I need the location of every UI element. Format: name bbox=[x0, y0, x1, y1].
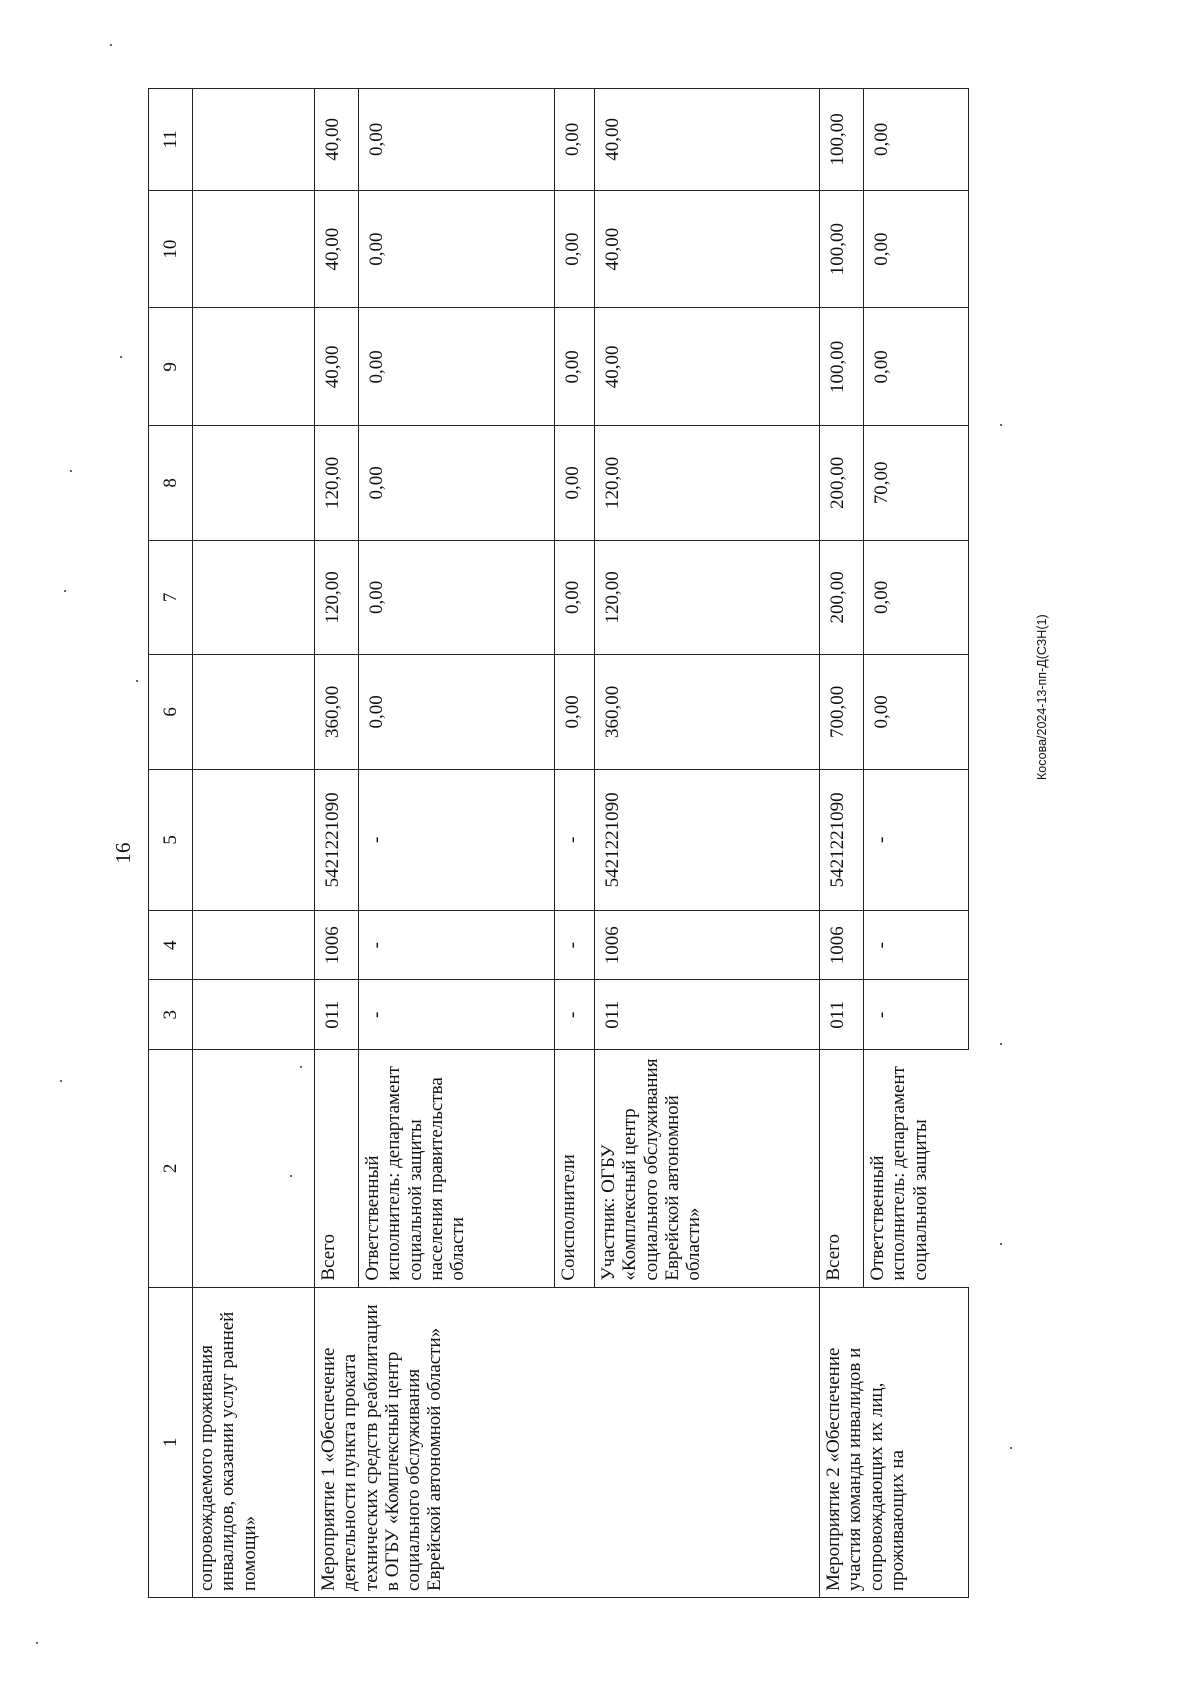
scan-speck bbox=[1000, 424, 1002, 426]
row-label: Всего bbox=[820, 1050, 864, 1288]
cell-c3: 011 bbox=[820, 980, 864, 1050]
cell-c11: 40,00 bbox=[595, 89, 820, 191]
cell-c10: 0,00 bbox=[555, 190, 595, 308]
cell-c7: 0,00 bbox=[359, 540, 555, 655]
scan-speck bbox=[70, 470, 72, 472]
row-cont-col1: сопровождаемого проживания инвалидов, оказании услуг ранней помощи» bbox=[193, 1287, 315, 1597]
cell-c5: 5421221090 bbox=[595, 769, 820, 910]
table-row bbox=[820, 89, 864, 1598]
header-cell: 7 bbox=[149, 540, 193, 655]
cell-c6: 700,00 bbox=[820, 655, 864, 770]
cell-c11: 0,00 bbox=[555, 89, 595, 191]
cell-c3: - bbox=[555, 980, 595, 1050]
cell-c3: 011 bbox=[595, 980, 820, 1050]
cell-c4: 1006 bbox=[315, 910, 359, 980]
cell-c6: 0,00 bbox=[359, 655, 555, 770]
row-label: Участник: ОГБУ «Комплексный центр социального обслуживания Еврейской автономной области» bbox=[595, 1050, 820, 1288]
header-cell: 11 bbox=[149, 89, 193, 191]
cell-c3: - bbox=[864, 980, 969, 1050]
cell-c9: 0,00 bbox=[864, 308, 969, 426]
header-cell: 5 bbox=[149, 769, 193, 910]
scan-speck bbox=[120, 356, 122, 358]
cell-c4: - bbox=[359, 910, 555, 980]
side-document-code-container bbox=[1030, 500, 1054, 780]
header-cell: 3 bbox=[149, 980, 193, 1050]
cell-c8: 0,00 bbox=[555, 426, 595, 541]
cell-c6: 0,00 bbox=[864, 655, 969, 770]
cell-c11: 0,00 bbox=[864, 89, 969, 191]
header-cell: 4 bbox=[149, 910, 193, 980]
cell-c5: - bbox=[864, 769, 969, 910]
scan-speck bbox=[1000, 1243, 1002, 1245]
scan-speck bbox=[136, 680, 138, 682]
document-code: Косова/2024-13-пп-Д(СЗН(1) bbox=[1035, 614, 1049, 780]
scan-speck bbox=[64, 590, 66, 592]
header-cell: 10 bbox=[149, 190, 193, 308]
cell-c5: - bbox=[359, 769, 555, 910]
table-row-continuation bbox=[193, 89, 315, 1598]
row-label: Ответственный исполнитель: департамент социальной защиты населения правительства области bbox=[359, 1050, 555, 1288]
cell-c6: 360,00 bbox=[315, 655, 359, 770]
scan-speck bbox=[110, 44, 112, 46]
event2-title: Мероприятие 2 «Обеспечение участия команды инвалидов и сопровождающих их лиц, проживающих на bbox=[820, 1287, 969, 1597]
cell-c10: 0,00 bbox=[864, 190, 969, 308]
cell-c8: 0,00 bbox=[359, 426, 555, 541]
cell-c8: 200,00 bbox=[820, 426, 864, 541]
cell-c7: 120,00 bbox=[315, 540, 359, 655]
cell-c10: 100,00 bbox=[820, 190, 864, 308]
cell-c6: 0,00 bbox=[555, 655, 595, 770]
cell-c5: 5421221090 bbox=[315, 769, 359, 910]
scan-speck bbox=[300, 1066, 302, 1068]
cell-c9: 0,00 bbox=[555, 308, 595, 426]
cell-c8: 70,00 bbox=[864, 426, 969, 541]
cell-c4: 1006 bbox=[820, 910, 864, 980]
budget-table bbox=[148, 88, 969, 1598]
cell-c4: - bbox=[555, 910, 595, 980]
cell-c5: 5421221090 bbox=[820, 769, 864, 910]
row-label: Всего bbox=[315, 1050, 359, 1288]
scan-speck bbox=[290, 1175, 292, 1177]
row-label: Ответственный исполнитель: департамент социальной защиты bbox=[864, 1050, 969, 1288]
cell-c8: 120,00 bbox=[595, 426, 820, 541]
header-row bbox=[149, 89, 193, 1598]
cell-c7: 120,00 bbox=[595, 540, 820, 655]
row-label: Соисполнители bbox=[555, 1050, 595, 1288]
scan-speck bbox=[1010, 1447, 1012, 1449]
cell-c4: 1006 bbox=[595, 910, 820, 980]
header-cell: 8 bbox=[149, 426, 193, 541]
header-cell: 9 bbox=[149, 308, 193, 426]
cell-c9: 40,00 bbox=[315, 308, 359, 426]
cell-c11: 100,00 bbox=[820, 89, 864, 191]
event1-title: Мероприятие 1 «Обеспечение деятельности пункта проката технических средств реабилитации в ОГБУ «Комплексный центр социального обслуживания Еврейской автономной области» bbox=[315, 1287, 820, 1597]
rotated-table-container bbox=[148, 88, 968, 1598]
cell-c3: 011 bbox=[315, 980, 359, 1050]
header-cell: 1 bbox=[149, 1287, 193, 1597]
header-cell: 6 bbox=[149, 655, 193, 770]
cell-c4: - bbox=[864, 910, 969, 980]
cell-c10: 40,00 bbox=[315, 190, 359, 308]
cell-c7: 0,00 bbox=[864, 540, 969, 655]
cell-c6: 360,00 bbox=[595, 655, 820, 770]
cell-c10: 0,00 bbox=[359, 190, 555, 308]
header-cell: 2 bbox=[149, 1050, 193, 1288]
cell-c11: 40,00 bbox=[315, 89, 359, 191]
cell-c7: 200,00 bbox=[820, 540, 864, 655]
cell-c10: 40,00 bbox=[595, 190, 820, 308]
cell-c9: 0,00 bbox=[359, 308, 555, 426]
cell-c5: - bbox=[555, 769, 595, 910]
cell-c8: 120,00 bbox=[315, 426, 359, 541]
cell-c3: - bbox=[359, 980, 555, 1050]
scan-speck bbox=[60, 1080, 62, 1082]
cell-c9: 100,00 bbox=[820, 308, 864, 426]
scan-speck bbox=[1000, 1043, 1002, 1045]
scan-speck bbox=[36, 1642, 38, 1644]
cell-c11: 0,00 bbox=[359, 89, 555, 191]
cell-c9: 40,00 bbox=[595, 308, 820, 426]
page-number: 16 bbox=[111, 842, 135, 864]
table-row bbox=[315, 89, 359, 1598]
cell-c7: 0,00 bbox=[555, 540, 595, 655]
